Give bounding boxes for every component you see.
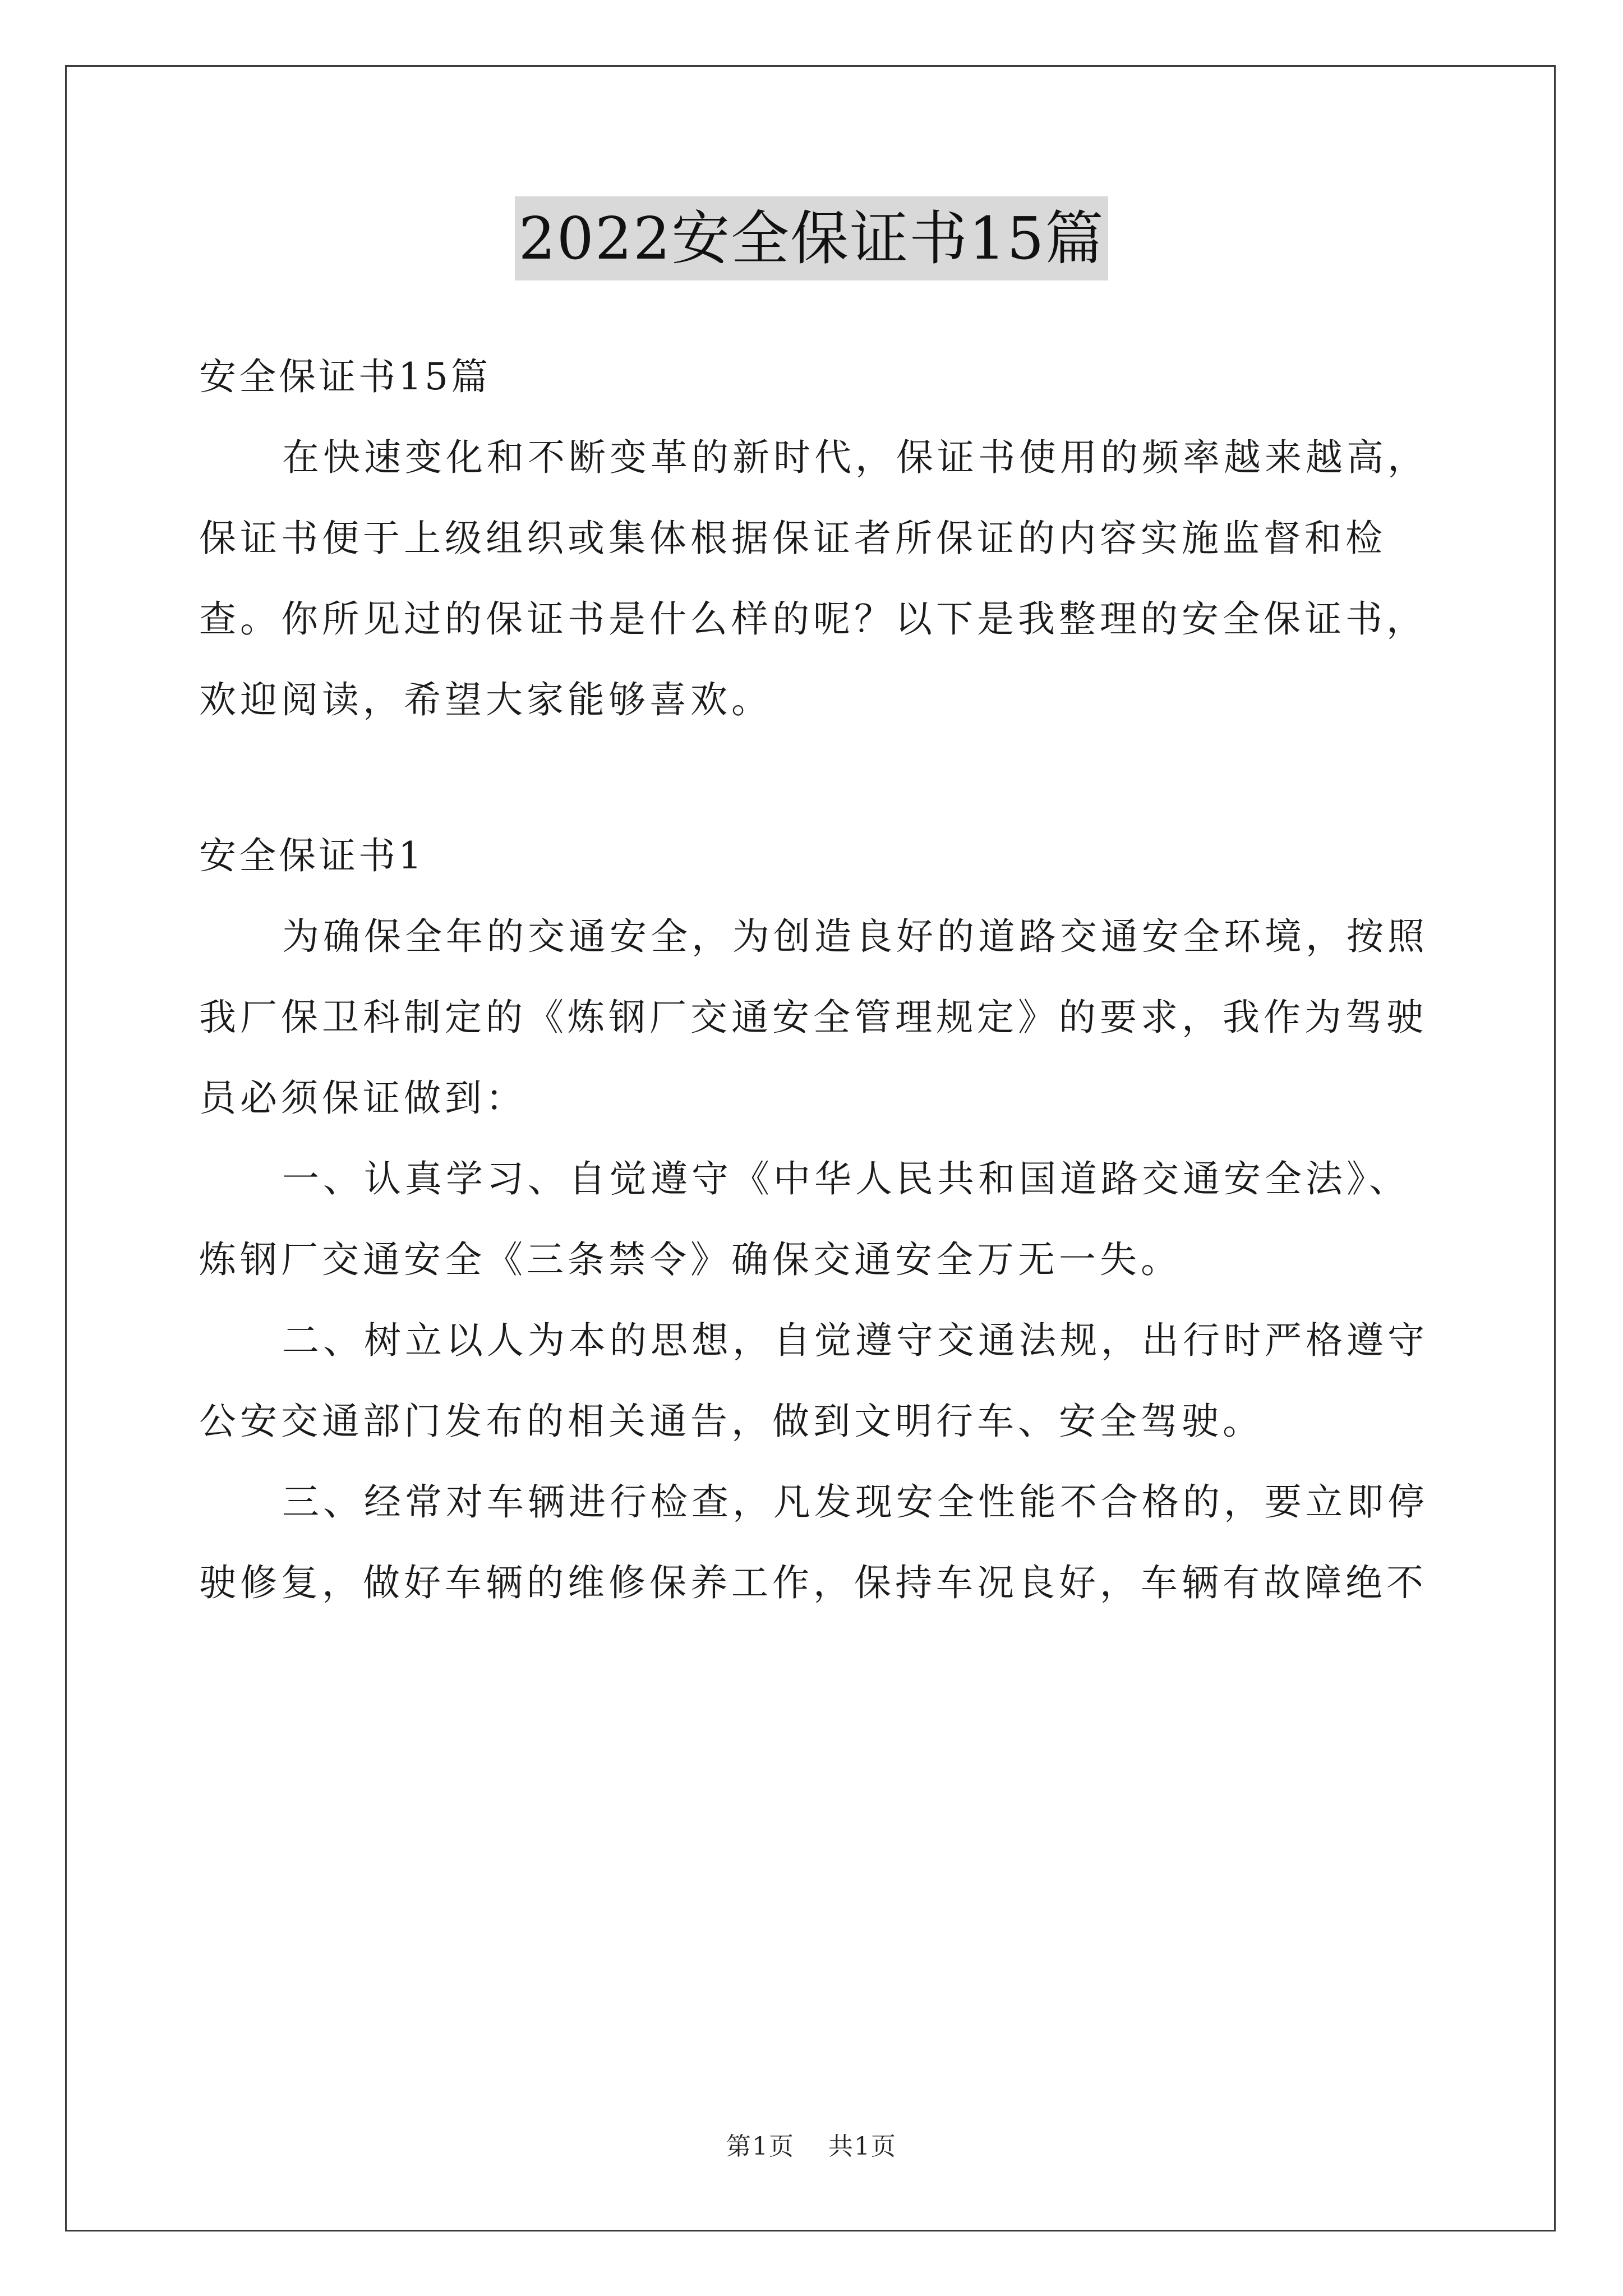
page-count: 共1页 <box>828 2132 897 2161</box>
title-container <box>0 196 1623 280</box>
page-footer <box>0 2126 1623 2162</box>
document-title: 2022安全保证书15篇 <box>515 196 1108 280</box>
section-heading: 安全保证书1 <box>199 834 425 877</box>
body-paragraph: 一、认真学习、自觉遵守《中华人民共和国道路交通安全法》、炼钢厂交通安全《三条禁令》确保交通安全万无一失。 <box>199 1157 1410 1281</box>
body-paragraph: 二、树立以人为本的思想，自觉遵守交通法规，出行时严格遵守公安交通部门发布的相关通告，做到文明行车、安全驾驶。 <box>199 1319 1428 1443</box>
document-body <box>199 337 1433 1623</box>
intro-paragraph: 在快速变化和不断变革的新时代，保证书使用的频率越来越高，保证书便于上级组织或集体根据保证者所保证的内容实施监督和检查。你所见过的保证书是什么样的呢？以下是我整理的安全保证书，欢迎阅读，希望大家能够喜欢。 <box>199 436 1428 721</box>
body-paragraph: 为确保全年的交通安全，为创造良好的道路交通安全环境，按照我厂保卫科制定的《炼钢厂交通安全管理规定》的要求，我作为驾驶员必须保证做到： <box>199 915 1428 1120</box>
page-number: 第1页 <box>726 2132 795 2161</box>
body-paragraph: 三、经常对车辆进行检查，凡发现安全性能不合格的，要立即停驶修复，做好车辆的维修保养工作，保持车况良好，车辆有故障绝不 <box>199 1480 1428 1604</box>
document-subtitle: 安全保证书15篇 <box>199 355 491 398</box>
section-spacer <box>199 740 1433 816</box>
